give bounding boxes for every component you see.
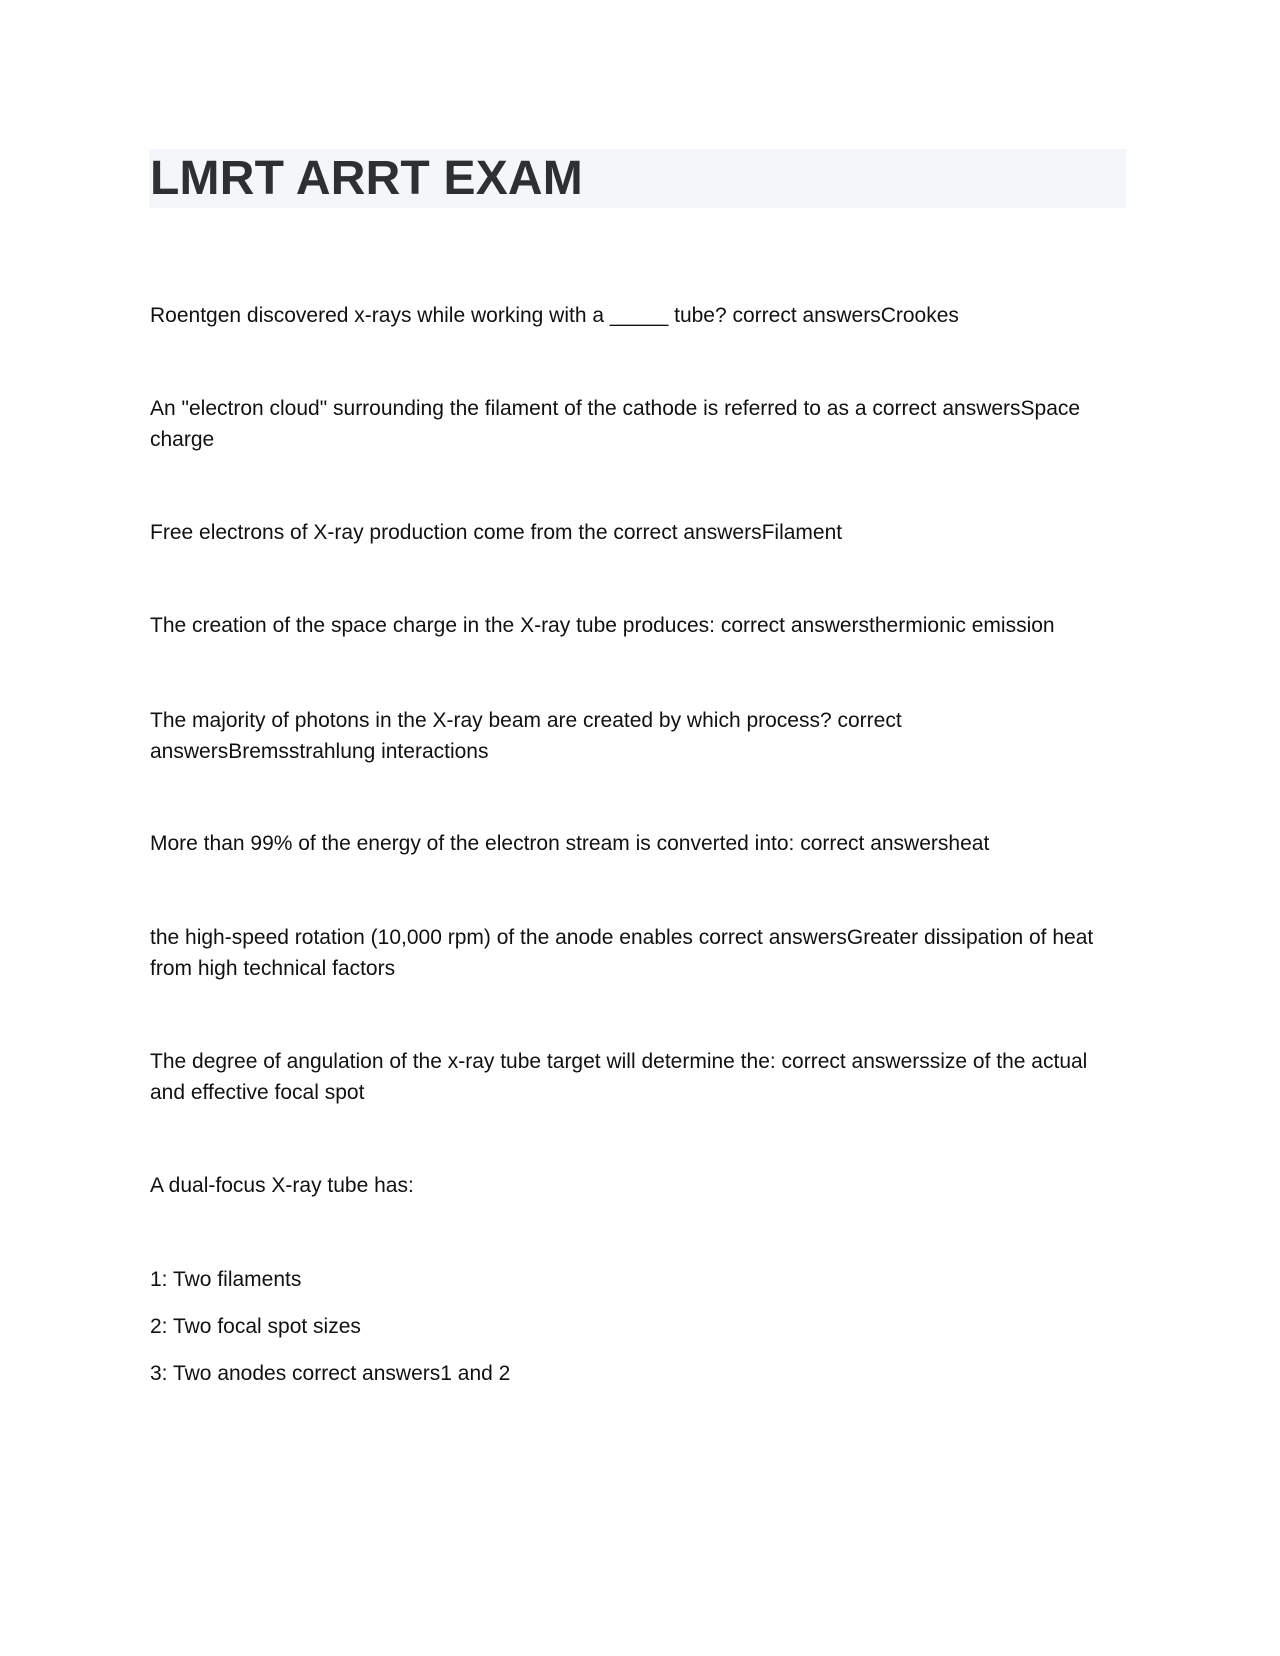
question-1: Roentgen discovered x-rays while working with a _____ tube? correct answersCrookes xyxy=(150,304,959,327)
question-4: The creation of the space charge in the X-ray tube produces: correct answersthermionic emission xyxy=(150,614,1055,637)
option-3: 3: Two anodes correct answers1 and 2 xyxy=(150,1362,511,1385)
question-7: the high-speed rotation (10,000 rpm) of the anode enables correct answersGreater dissipation of heat from high technical factors xyxy=(150,926,1094,980)
page-title: LMRT ARRT EXAM xyxy=(150,152,583,205)
question-2: An "electron cloud" surrounding the filament of the cathode is referred to as a correct answersSpace charge xyxy=(150,397,1081,451)
question-6: More than 99% of the energy of the electron stream is converted into: correct answersheat xyxy=(150,832,990,855)
question-3: Free electrons of X-ray production come from the correct answersFilament xyxy=(150,521,843,544)
option-1: 1: Two filaments xyxy=(150,1268,302,1291)
question-5: The majority of photons in the X-ray beam are created by which process? correct answersBremsstrahlung interactions xyxy=(150,709,902,763)
option-2: 2: Two focal spot sizes xyxy=(150,1315,361,1338)
question-9: A dual-focus X-ray tube has: xyxy=(150,1174,414,1197)
question-8: The degree of angulation of the x-ray tube target will determine the: correct answerssize of the actual and effective focal spot xyxy=(150,1050,1088,1104)
